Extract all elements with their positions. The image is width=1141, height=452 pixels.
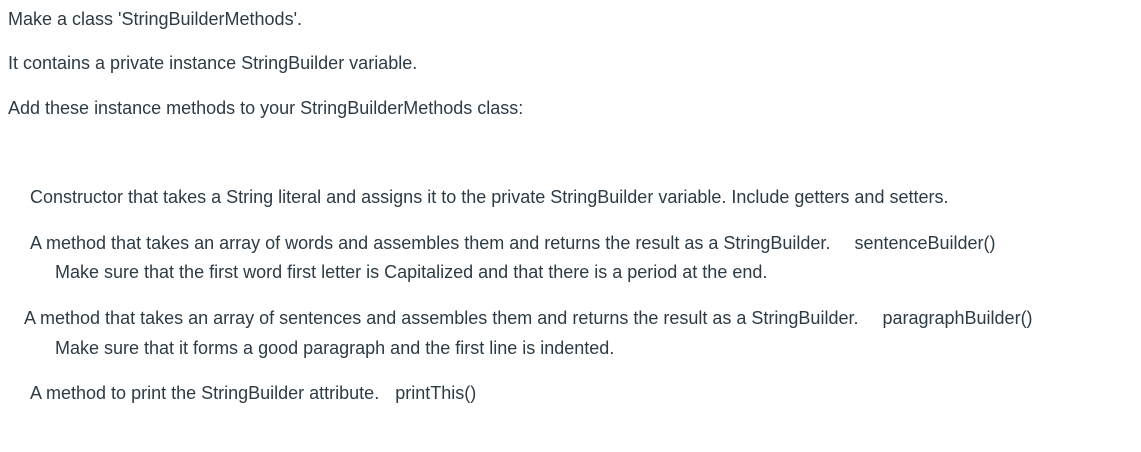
print-this-description: A method to print the StringBuilder attribute. xyxy=(30,383,380,403)
requirement-sentence-builder xyxy=(30,232,996,254)
print-this-method-name: printThis() xyxy=(395,383,477,403)
paragraph-builder-method-name: paragraphBuilder() xyxy=(882,308,1033,328)
sentence-builder-description: A method that takes an array of words and assembles them and returns the result as a StringBuilder. xyxy=(30,233,831,253)
requirement-print-this xyxy=(30,382,476,404)
requirement-constructor: Constructor that takes a String literal and assigns it to the private StringBuilder variable. Include getters and setters. xyxy=(30,187,949,207)
paragraph-builder-note: Make sure that it forms a good paragraph and the first line is indented. xyxy=(55,338,615,358)
intro-class-name: Make a class 'StringBuilderMethods'. xyxy=(8,9,303,29)
sentence-builder-note: Make sure that the first word first letter is Capitalized and that there is a period at the end. xyxy=(55,262,768,282)
requirement-paragraph-builder xyxy=(24,307,1033,329)
intro-add-methods: Add these instance methods to your StringBuilderMethods class: xyxy=(8,98,524,118)
paragraph-builder-description: A method that takes an array of sentences and assembles them and returns the result as a StringBuilder. xyxy=(24,308,859,328)
sentence-builder-method-name: sentenceBuilder() xyxy=(854,233,996,253)
intro-private-variable: It contains a private instance StringBuilder variable. xyxy=(8,53,418,73)
